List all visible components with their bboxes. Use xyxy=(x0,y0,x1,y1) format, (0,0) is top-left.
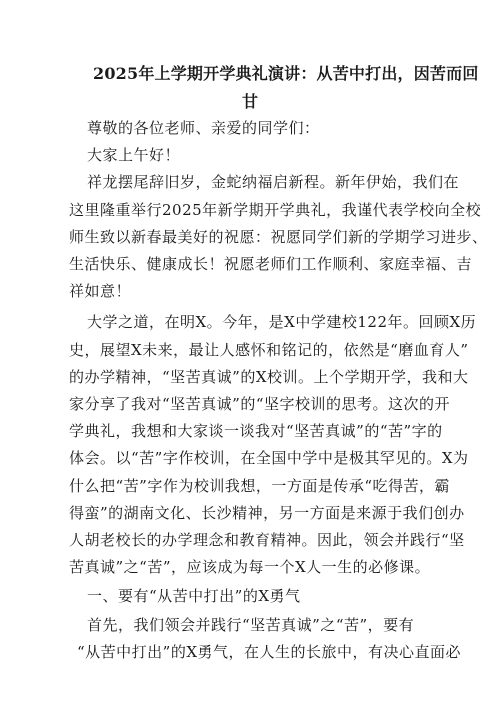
paragraph-line: 什么把“苦”字作为校训我想，一方面是传承“吃得苦，霸 xyxy=(69,477,451,495)
paragraph-line: 学典礼，我想和大家谈一谈我对“坚苦真诚”的“苦”字的 xyxy=(69,422,443,440)
greeting: 大家上午好！ xyxy=(87,146,181,164)
paragraph-line: 苦真诚”之“苦”，应该成为每一个X人一生的必修课。 xyxy=(69,558,431,576)
paragraph-line: 家分享了我对“坚苦真诚”的“坚字校训的思考。这次的开 xyxy=(69,395,451,413)
paragraph-line: 祥如意！ xyxy=(69,282,132,300)
paragraph-line: 这里隆重举行2025年新学期开学典礼，我谨代表学校向全校 xyxy=(69,201,482,219)
paragraph-line: 生活快乐、健康成长！祝愿老师们工作顺利、家庭幸福、吉 xyxy=(69,255,473,273)
paragraph-line: 祥龙摆尾辞旧岁，金蛇纳福启新程。新年伊始，我们在 xyxy=(87,173,460,191)
paragraph-line: 人胡老校长的办学理念和教育精神。因此，领会并践行“坚 xyxy=(69,531,465,549)
document-title-line-1: 2025年上学期开学典礼演讲：从苦中打出，因苦而回 xyxy=(93,64,479,83)
paragraph-line: 大学之道，在明X。今年，是X中学建校122年。回顾X历 xyxy=(87,313,477,331)
paragraph-line: 的办学精神，“坚苦真诚”的X校训。上个学期开学，我和大 xyxy=(69,368,469,386)
paragraph-line: 得蛮”的湖南文化、长沙精神，另一方面是来源于我们创办 xyxy=(69,504,465,522)
paragraph-line: 史，展望X未来，最让人感怀和铭记的，依然是“磨血育人” xyxy=(69,341,469,359)
paragraph-line: 体会。以“苦”字作校训，在全国中学中是极其罕见的。X为 xyxy=(69,449,469,467)
document-title-line-2: 甘 xyxy=(242,92,259,111)
paragraph-line: “从苦中打出”的X勇气，在人生的长旅中，有决心直面必 xyxy=(77,643,462,661)
section-heading: 一、要有“从苦中打出”的X勇气 xyxy=(87,587,301,605)
paragraph-line: 首先，我们领会并践行“坚苦真诚”之“苦”，要有 xyxy=(87,616,415,634)
paragraph-line: 师生致以新春最美好的祝愿：祝愿同学们新的学期学习进步、 xyxy=(69,228,488,246)
salutation: 尊敬的各位老师、亲爱的同学们： xyxy=(87,119,320,137)
